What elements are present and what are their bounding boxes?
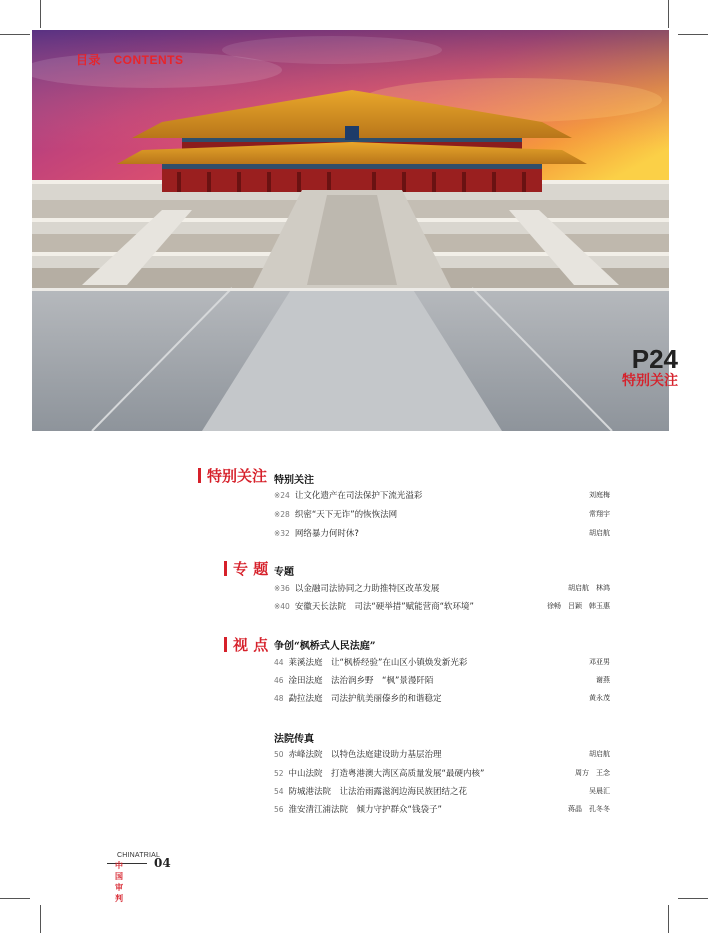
entry-page: 50	[274, 749, 284, 759]
entry-page: 54	[274, 786, 284, 796]
entry-title: 防城港法院 让法治雨露滋润边海民族团结之花	[288, 787, 468, 797]
section-tag-special-focus	[198, 465, 267, 486]
feature-page-number: P24	[631, 344, 678, 374]
magazine-brand-en: CHINATRIAL	[117, 852, 161, 859]
group-title: 特别关注	[274, 475, 314, 486]
entry-author: 胡启航 林鸿	[568, 584, 610, 592]
toc-entry[interactable]	[274, 598, 610, 614]
entry-title: 淮安清江浦法院 倾力守护群众“钱袋子”	[288, 805, 442, 815]
feature-page-ref[interactable]	[622, 346, 678, 390]
toc-entry[interactable]	[274, 765, 610, 781]
hero-photo-forbidden-city	[32, 30, 669, 431]
entry-title: 莱溪法庭 让“枫桥经验”在山区小镇焕发新光彩	[288, 658, 468, 668]
entry-page: 48	[274, 693, 284, 703]
feature-title: 特别关注	[622, 373, 678, 389]
entry-author: 徐畅 吕颖 韩玉惠	[547, 602, 610, 610]
crop-mark	[0, 34, 30, 35]
entry-author: 胡启航	[589, 529, 610, 537]
toc-entry[interactable]	[274, 801, 610, 817]
entry-page: 52	[274, 768, 284, 778]
crop-mark	[40, 0, 41, 28]
toc-entry[interactable]	[274, 525, 610, 541]
group-title: 法院传真	[274, 734, 314, 745]
entry-page: ※24	[274, 490, 290, 500]
entry-author: 常翔宇	[589, 510, 610, 518]
crop-mark	[678, 34, 708, 35]
section-tag-label: 视 点	[233, 636, 269, 654]
page-number: 04	[154, 856, 171, 870]
entry-page: 56	[274, 804, 284, 814]
section-tag-viewpoint	[224, 634, 268, 655]
entry-author: 黄永茂	[589, 694, 610, 702]
entry-author: 刘庭梅	[589, 491, 610, 499]
section-marker	[198, 468, 201, 483]
group-title: 争创“枫桥式人民法庭”	[274, 641, 376, 652]
entry-title: 让文化遗产在司法保护下流光溢彩	[294, 491, 423, 501]
entry-title: 以金融司法协同之力助推特区改革发展	[294, 584, 440, 594]
entry-title: 中山法院 打造粤港澳大湾区高质量发展“最硬内核”	[288, 769, 485, 779]
crop-mark	[678, 898, 708, 899]
toc-entry[interactable]	[274, 654, 610, 670]
toc-entry[interactable]	[274, 672, 610, 688]
crop-mark	[40, 905, 41, 933]
entry-page: 44	[274, 657, 284, 667]
entry-author: 周方 王念	[575, 769, 610, 777]
magazine-brand-cn: 中国审判	[115, 861, 123, 903]
entry-author: 胡启航	[589, 750, 610, 758]
footer-rule	[107, 863, 147, 864]
section-tag-label: 特别关注	[207, 467, 268, 485]
crop-mark	[668, 905, 669, 933]
toc-entry[interactable]	[274, 690, 610, 706]
entry-title: 网络暴力何时休?	[294, 529, 359, 539]
entry-title: 淦田法庭 法治润乡野 “枫”景漫阡陌	[288, 676, 434, 686]
entry-page: ※28	[274, 509, 290, 519]
entry-author: 蒋晶 孔冬冬	[568, 805, 610, 813]
entry-author: 吴晨汇	[589, 787, 610, 795]
toc-entry[interactable]	[274, 580, 610, 596]
entry-title: 勐拉法庭 司法护航美丽傣乡的和谐稳定	[288, 694, 442, 704]
group-title: 专题	[274, 567, 294, 578]
entry-page: 46	[274, 675, 284, 685]
toc-heading: 目录 CONTENTS	[76, 53, 184, 67]
section-tag-special-topic	[224, 558, 268, 579]
toc-entry[interactable]	[274, 487, 610, 503]
crop-mark	[668, 0, 669, 28]
entry-title: 赤峰法院 以特色法庭建设助力基层治理	[288, 750, 442, 760]
section-marker	[224, 637, 227, 652]
toc-entry[interactable]	[274, 506, 610, 522]
entry-page: ※40	[274, 601, 290, 611]
section-marker	[224, 561, 227, 576]
entry-page: ※32	[274, 528, 290, 538]
toc-entry[interactable]	[274, 783, 610, 799]
entry-title: 安徽天长法院 司法“硬举措”赋能营商“软环境”	[294, 602, 474, 612]
entry-author: 邓亚男	[589, 658, 610, 666]
toc-entry[interactable]	[274, 746, 610, 762]
entry-page: ※36	[274, 583, 290, 593]
crop-mark	[0, 898, 30, 899]
entry-title: 织密“天下无诈”的恢恢法网	[294, 510, 398, 520]
section-tag-label: 专 题	[233, 560, 269, 578]
entry-author: 谢燕	[596, 676, 610, 684]
